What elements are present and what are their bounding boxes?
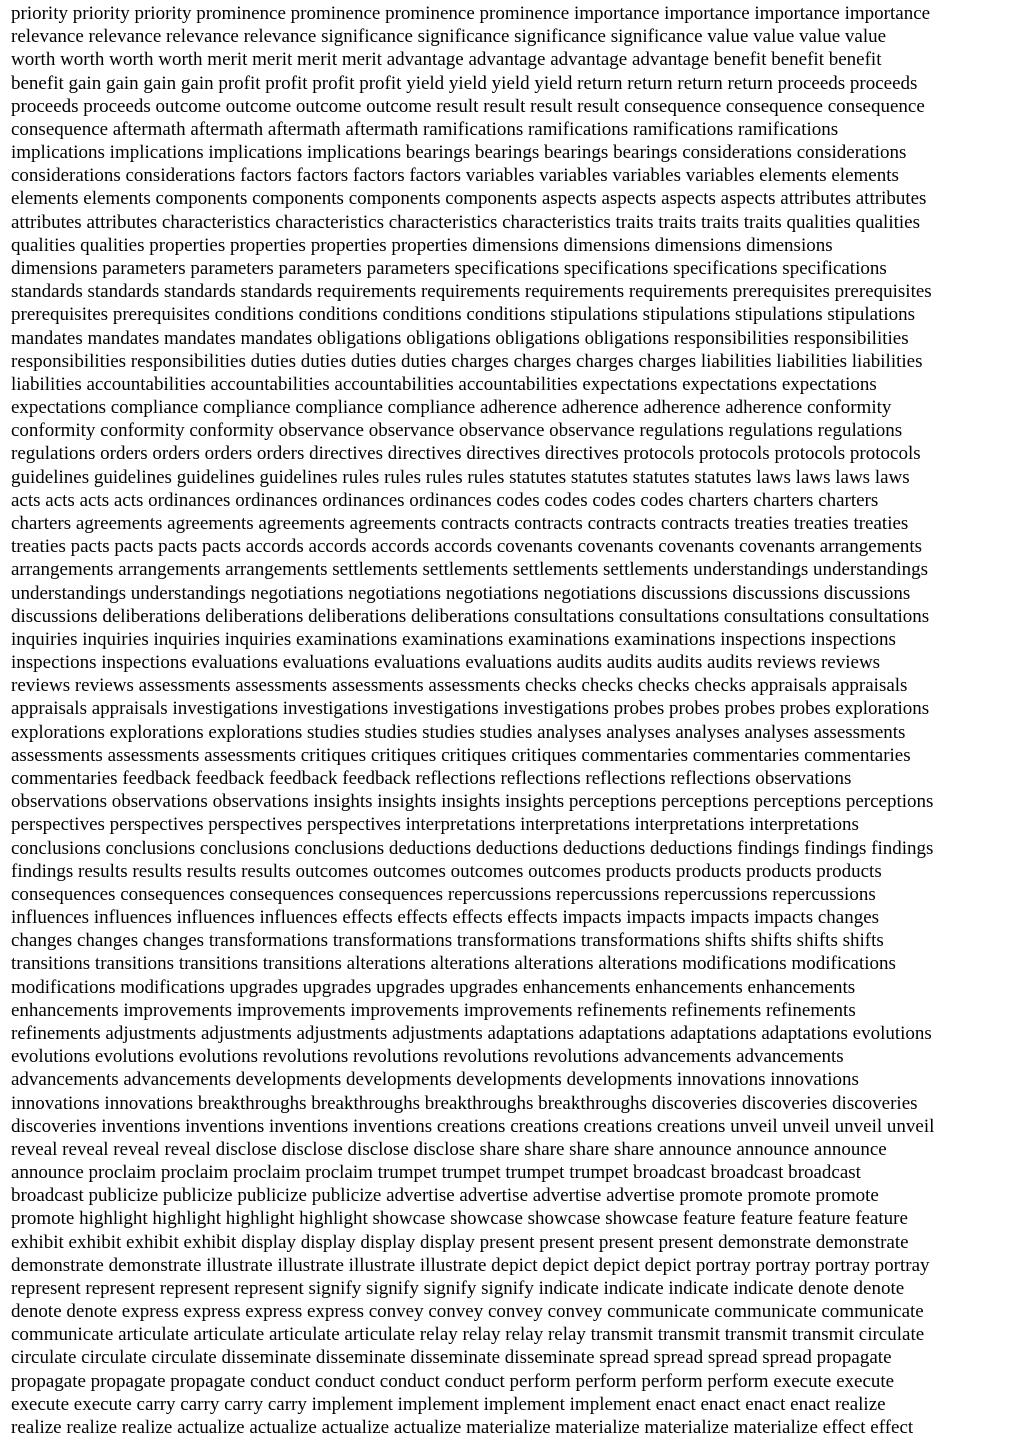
text-line: promote highlight highlight highlight highlight showcase showcase showcase showcase feature feature feature feature (11, 1208, 908, 1230)
text-line: worth worth worth worth merit merit merit merit advantage advantage advantage advantage benefit benefit benefit (11, 49, 882, 71)
text-line: inspections inspections evaluations evaluations evaluations evaluations audits audits audits audits reviews reviews (11, 652, 881, 673)
text-line: consequences consequences consequences consequences repercussions repercussions repercussions repercussions (11, 883, 876, 905)
text-line: influences influences influences influences effects effects effects effects impacts impacts impacts impacts changes (11, 907, 880, 928)
text-line: standards standards standards standards requirements requirements requirements requirements prerequisites prerequisites (11, 281, 932, 303)
text-line: represent represent represent represent signify signify signify signify indicate indicate indicate indicate denote denote (11, 1277, 905, 1299)
text-line: implications implications implications implications bearings bearings bearings bearings considerations considerations (11, 142, 907, 164)
text-line: proceeds proceeds outcome outcome outcome outcome result result result result consequence consequence consequence (11, 95, 925, 117)
text-line: reveal reveal reveal reveal disclose disclose disclose disclose share share share share announce announce announce (11, 1138, 887, 1160)
text-line: enhancements improvements improvements improvements improvements refinements refinements refinements (11, 999, 856, 1021)
text-line: explorations explorations explorations studies studies studies studies analyses analyses analyses analyses assessments (11, 721, 906, 743)
text-line: execute execute carry carry carry carry implement implement implement implement enact enact enact enact realize (11, 1393, 886, 1415)
text-line: priority priority priority prominence prominence prominence prominence importance importance importance importance (11, 3, 931, 24)
text-line: responsibilities responsibilities duties duties duties duties charges charges charges charges liabilities liabilities liabilities (11, 350, 923, 372)
text-line: broadcast publicize publicize publicize publicize advertise advertise advertise advertise promote promote promote (11, 1185, 879, 1207)
text-line: exhibit exhibit exhibit exhibit display display display display present present present present demonstrate demonstrate (11, 1231, 909, 1253)
text-line: mandates mandates mandates mandates obligations obligations obligations obligations responsibilities responsibilities (11, 327, 909, 349)
text-line: benefit gain gain gain gain profit profit profit profit yield yield yield yield return return return return proceeds proceeds (11, 72, 918, 94)
text-line: observations observations observations insights insights insights insights perceptions perceptions perceptions perceptions (11, 791, 934, 813)
text-line: relevance relevance relevance relevance significance significance significance significance value value value value (11, 26, 887, 48)
text-line: acts acts acts acts ordinances ordinances ordinances ordinances codes codes codes codes charters charters charters (11, 489, 879, 511)
text-line: regulations orders orders orders orders directives directives directives directives protocols protocols protocols protocols (11, 443, 921, 465)
text-line: conformity conformity conformity observance observance observance observance regulations regulations regulations (11, 420, 903, 442)
text-line: charters agreements agreements agreements agreements contracts contracts contracts contracts treaties treaties treaties (11, 513, 909, 534)
text-line: discoveries inventions inventions inventions inventions creations creations creations creations unveil unveil unveil unveil (11, 1115, 935, 1137)
text-line: communicate articulate articulate articulate articulate relay relay relay relay transmit transmit transmit transmit circulate (11, 1324, 925, 1346)
text-line: dimensions parameters parameters parameters parameters specifications specifications specifications specifications (11, 258, 887, 279)
text-line: evolutions evolutions evolutions revolutions revolutions revolutions revolutions advancements advancements (11, 1046, 844, 1068)
text-line: appraisals appraisals investigations investigations investigations investigations probes probes probes probes explorations (11, 698, 930, 720)
text-line: changes changes changes transformations transformations transformations transformations shifts shifts shifts shifts (11, 930, 884, 952)
text-line: expectations compliance compliance compliance compliance adherence adherence adherence adherence conformity (11, 397, 892, 419)
text-line: innovations innovations breakthroughs breakthroughs breakthroughs breakthroughs discoveries discoveries discoveries (11, 1092, 918, 1114)
text-line: demonstrate demonstrate illustrate illustrate illustrate illustrate depict depict depict depict portray portray portray portray (11, 1254, 930, 1276)
text-line: realize realize realize actualize actualize actualize actualize materialize materialize materialize materialize effect effect (11, 1417, 914, 1438)
text-line: inquiries inquiries inquiries inquiries examinations examinations examinations examinations inspections inspections (11, 628, 896, 650)
text-line: qualities qualities properties properties properties properties dimensions dimensions dimensions dimensions (11, 234, 833, 256)
text-line: announce proclaim proclaim proclaim proclaim trumpet trumpet trumpet trumpet broadcast broadcast broadcast (11, 1162, 861, 1183)
text-line: treaties pacts pacts pacts pacts accords accords accords accords covenants covenants covenants covenants arrangements (11, 536, 923, 558)
text-line: denote denote express express express express convey convey convey convey communicate communicate communicate (11, 1301, 924, 1323)
text-line: perspectives perspectives perspectives perspectives interpretations interpretations interpretations interpretations (11, 814, 859, 836)
text-line: assessments assessments assessments critiques critiques critiques critiques commentaries commentaries commentaries (11, 744, 911, 766)
text-line: refinements adjustments adjustments adjustments adjustments adaptations adaptations adaptations adaptations evolutions (11, 1022, 932, 1044)
text-line: consequence aftermath aftermath aftermath aftermath ramifications ramifications ramifications ramifications (11, 118, 839, 140)
text-line: guidelines guidelines guidelines guidelines rules rules rules rules statutes statutes statutes statutes laws laws laws laws (11, 466, 910, 488)
text-line: considerations considerations factors factors factors factors variables variables variables variables elements elements (11, 165, 899, 187)
text-line: modifications modifications upgrades upgrades upgrades upgrades enhancements enhancements enhancements (11, 976, 856, 998)
text-line: elements elements components components components components aspects aspects aspects aspects attributes attributes (11, 188, 927, 210)
text-line: arrangements arrangements arrangements settlements settlements settlements settlements understandings understandings (11, 559, 929, 581)
text-line: conclusions conclusions conclusions conclusions deductions deductions deductions deductions findings findings findings (11, 837, 934, 859)
text-line: discussions deliberations deliberations deliberations deliberations consultations consultations consultations consultations (11, 605, 930, 627)
text-line: reviews reviews assessments assessments assessments assessments checks checks checks checks appraisals appraisals (11, 675, 908, 697)
text-line: findings results results results results outcomes outcomes outcomes outcomes products products products products (11, 860, 882, 882)
text-line: liabilities accountabilities accountabilities accountabilities accountabilities expectations expectations expectations (11, 373, 877, 395)
text-line: propagate propagate propagate conduct conduct conduct conduct perform perform perform perform execute execute (11, 1370, 895, 1392)
text-line: advancements advancements developments developments developments developments innovations innovations (11, 1069, 859, 1091)
text-line: attributes attributes characteristics characteristics characteristics characteristics traits traits traits traits qualities qualities (11, 211, 920, 233)
text-line: understandings understandings negotiations negotiations negotiations negotiations discussions discussions discussions (11, 582, 911, 604)
text-line: transitions transitions transitions transitions alterations alterations alterations alterations modifications modifications (11, 953, 896, 975)
text-line: prerequisites prerequisites conditions conditions conditions conditions stipulations stipulations stipulations stipulations (11, 304, 916, 326)
text-line: commentaries feedback feedback feedback feedback reflections reflections reflections reflections observations (11, 767, 852, 789)
text-line: circulate circulate circulate disseminate disseminate disseminate disseminate spread spread spread spread propagate (11, 1347, 892, 1369)
